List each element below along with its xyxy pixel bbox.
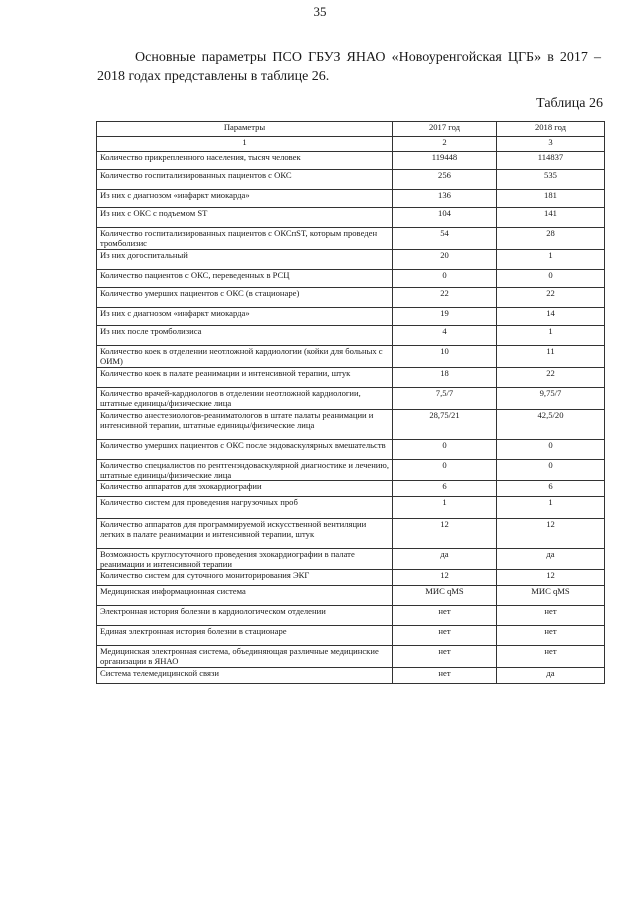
value-2018: 12	[497, 519, 605, 549]
value-2017: 10	[393, 346, 497, 368]
value-2018: 9,75/7	[497, 388, 605, 410]
parameter-label: Количество госпитализированных пациентов с ОКСпST, которым проведен тромболизис	[97, 228, 393, 250]
intro-paragraph: Основные параметры ПСО ГБУЗ ЯНАО «Новоуренгойская ЦГБ» в 2017 – 2018 годах представлены в таблице 26.	[97, 50, 601, 84]
index-cell: 2	[393, 137, 497, 152]
value-2018: 181	[497, 190, 605, 208]
index-cell: 3	[497, 137, 605, 152]
value-2018: 11	[497, 346, 605, 368]
value-2017: 12	[393, 519, 497, 549]
value-2017: 12	[393, 570, 497, 586]
parameter-label: Возможность круглосуточного проведения эхокардиографии в палате реанимации и интенсивной терапии	[97, 549, 393, 570]
parameter-label: Система телемедицинской связи	[97, 668, 393, 684]
table-row	[97, 270, 605, 288]
table-row	[97, 228, 605, 250]
table-row	[97, 497, 605, 519]
value-2018: 1	[497, 250, 605, 270]
value-2017: 7,5/7	[393, 388, 497, 410]
table-row	[97, 481, 605, 497]
parameter-label: Количество аппаратов для программируемой искусственной вентиляции легких в палате реанимации и интенсивной терапии, штук	[97, 519, 393, 549]
value-2017: нет	[393, 606, 497, 626]
value-2018: 42,5/20	[497, 410, 605, 440]
value-2018: 22	[497, 288, 605, 308]
value-2017: 104	[393, 208, 497, 228]
value-2017: нет	[393, 646, 497, 668]
table-row	[97, 388, 605, 410]
parameter-label: Количество умерших пациентов с ОКС после эндоваскулярных вмешательств	[97, 440, 393, 460]
table-row	[97, 519, 605, 549]
value-2018: 1	[497, 326, 605, 346]
value-2018: да	[497, 668, 605, 684]
value-2017: 0	[393, 440, 497, 460]
table-row	[97, 170, 605, 190]
value-2017: нет	[393, 626, 497, 646]
table-row	[97, 570, 605, 586]
value-2018: МИС qMS	[497, 586, 605, 606]
value-2017: 54	[393, 228, 497, 250]
table-row	[97, 440, 605, 460]
table-row	[97, 606, 605, 626]
value-2018: нет	[497, 626, 605, 646]
parameter-label: Единая электронная история болезни в стационаре	[97, 626, 393, 646]
parameter-label: Электронная история болезни в кардиологическом отделении	[97, 606, 393, 626]
parameters-table	[96, 121, 605, 684]
table-row	[97, 326, 605, 346]
parameter-label: Количество умерших пациентов с ОКС (в стационаре)	[97, 288, 393, 308]
header-2017: 2017 год	[393, 122, 497, 137]
value-2018: 6	[497, 481, 605, 497]
value-2018: нет	[497, 606, 605, 626]
parameter-label: Количество систем для суточного мониторирования ЭКГ	[97, 570, 393, 586]
value-2018: 14	[497, 308, 605, 326]
value-2017: 1	[393, 497, 497, 519]
table-caption: Таблица 26	[536, 96, 603, 111]
parameter-label: Из них с диагнозом «инфаркт миокарда»	[97, 190, 393, 208]
table-row	[97, 410, 605, 440]
table-row	[97, 368, 605, 388]
table-row	[97, 668, 605, 684]
parameter-label: Количество прикрепленного населения, тысяч человек	[97, 152, 393, 170]
value-2017: 22	[393, 288, 497, 308]
parameter-label: Количество врачей-кардиологов в отделении неотложной кардиологии, штатные единицы/физические лица	[97, 388, 393, 410]
table-row	[97, 288, 605, 308]
value-2017: 19	[393, 308, 497, 326]
value-2018: 535	[497, 170, 605, 190]
value-2017: 20	[393, 250, 497, 270]
parameter-label: Количество специалистов по рентгенэндоваскулярной диагностике и лечению, штатные единицы/физические лица	[97, 460, 393, 481]
table-row	[97, 549, 605, 570]
value-2017: МИС qMS	[393, 586, 497, 606]
value-2018: 0	[497, 270, 605, 288]
header-2018: 2018 год	[497, 122, 605, 137]
table-row	[97, 646, 605, 668]
parameter-label: Медицинская электронная система, объединяющая различные медицинские организации в ЯНАО	[97, 646, 393, 668]
value-2018: 0	[497, 440, 605, 460]
value-2017: да	[393, 549, 497, 570]
value-2018: 22	[497, 368, 605, 388]
value-2018: нет	[497, 646, 605, 668]
table-row	[97, 586, 605, 606]
value-2017: 0	[393, 460, 497, 481]
value-2017: 28,75/21	[393, 410, 497, 440]
table-row	[97, 346, 605, 368]
column-index-row	[97, 137, 605, 152]
value-2018: 1	[497, 497, 605, 519]
parameter-label: Из них догоспитальный	[97, 250, 393, 270]
table-row	[97, 152, 605, 170]
value-2017: 119448	[393, 152, 497, 170]
parameter-label: Количество госпитализированных пациентов с ОКС	[97, 170, 393, 190]
parameter-label: Количество пациентов с ОКС, переведенных в РСЦ	[97, 270, 393, 288]
value-2017: 18	[393, 368, 497, 388]
value-2018: да	[497, 549, 605, 570]
table-row	[97, 208, 605, 228]
parameter-label: Из них с ОКС с подъемом ST	[97, 208, 393, 228]
value-2018: 28	[497, 228, 605, 250]
parameter-label: Количество коек в отделении неотложной кардиологии (койки для больных с ОИМ)	[97, 346, 393, 368]
parameter-label: Из них с диагнозом «инфаркт миокарда»	[97, 308, 393, 326]
parameter-label: Количество анестезиологов-реаниматологов в штате палаты реанимации и интенсивной терапии, штатные единицы/физические лица	[97, 410, 393, 440]
value-2017: 136	[393, 190, 497, 208]
parameter-label: Из них после тромболизиса	[97, 326, 393, 346]
index-cell: 1	[97, 137, 393, 152]
value-2017: 6	[393, 481, 497, 497]
value-2018: 0	[497, 460, 605, 481]
value-2017: 4	[393, 326, 497, 346]
table-row	[97, 250, 605, 270]
value-2017: 256	[393, 170, 497, 190]
table-row	[97, 460, 605, 481]
table-header-row	[97, 122, 605, 137]
value-2017: 0	[393, 270, 497, 288]
header-parameters: Параметры	[97, 122, 393, 137]
table-row	[97, 308, 605, 326]
value-2018: 141	[497, 208, 605, 228]
value-2018: 114837	[497, 152, 605, 170]
parameter-label: Медицинская информационная система	[97, 586, 393, 606]
page-number: 35	[313, 4, 327, 19]
parameter-label: Количество систем для проведения нагрузочных проб	[97, 497, 393, 519]
table-row	[97, 626, 605, 646]
parameter-label: Количество коек в палате реанимации и интенсивной терапии, штук	[97, 368, 393, 388]
parameter-label: Количество аппаратов для эхокардиографии	[97, 481, 393, 497]
value-2018: 12	[497, 570, 605, 586]
value-2017: нет	[393, 668, 497, 684]
table-row	[97, 190, 605, 208]
